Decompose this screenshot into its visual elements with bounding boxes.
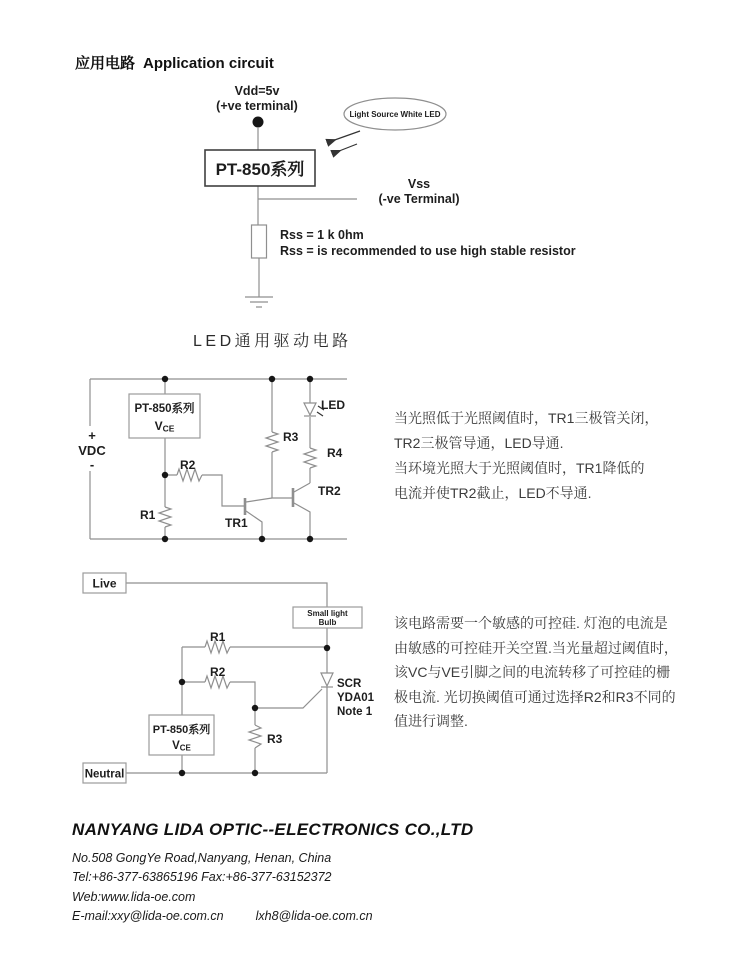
resistor-r4-symbol [304, 448, 316, 468]
chip3-ce-sub: CE [179, 743, 191, 753]
rss-value-label: Rss = 1 k 0hm [280, 228, 364, 242]
ground-icon [245, 297, 273, 307]
resistor-r3-symbol-3 [249, 725, 261, 748]
r3-label-3: R3 [267, 732, 283, 746]
vdc-minus-label: - [89, 457, 95, 472]
vss-label: Vss [407, 177, 431, 191]
page-title-zh: 应用电路 [75, 55, 136, 72]
vdd-label: Vdd=5v [234, 84, 280, 98]
description-line: 该电路需要一个敏感的可控硅. 灯泡的电流是 [394, 615, 668, 631]
description-line: TR2三极管导通，LED导通. [394, 435, 564, 451]
vdd-terminal-label: (+ve terminal) [216, 99, 298, 113]
company-email-2: lxh8@lida-oe.com.cn [255, 908, 373, 923]
company-telfax: Tel:+86-377-63865196 Fax:+86-377-63152372 [72, 870, 332, 885]
chip2-v: V [154, 419, 163, 433]
application-circuit-diagram [0, 75, 576, 320]
r1-label-3: R1 [210, 630, 226, 644]
company-email-1: E-mail:xxy@lida-oe.com.cn [72, 908, 224, 923]
chip2-line1: PT-850系列 [134, 403, 195, 415]
company-name: NANYANG LIDA OPTIC--ELECTRONICS CO.,LTD [72, 820, 474, 839]
resistor-r3-symbol [266, 432, 278, 452]
chip2-ce-sub: CE [162, 423, 175, 434]
resistor-rss-symbol [252, 225, 267, 258]
scr-label: SCR [337, 678, 362, 690]
led-label: LED [321, 398, 345, 412]
chip3-v: V [172, 740, 180, 752]
description-line: 当环境光照大于光照阈值时，TR1降低的 [394, 460, 645, 476]
description-line: 当光照低于光照阈值时，TR1三极管关闭， [394, 410, 659, 426]
scr-symbol [321, 673, 333, 687]
scr-circuit-diagram [75, 565, 395, 795]
vdc-label: VDC [78, 443, 106, 458]
description-line: 电流并使TR2截止，LED不导通. [394, 485, 592, 501]
page-title-en: Application circuit [143, 55, 274, 72]
r1-label: R1 [140, 508, 156, 522]
positive-terminal-dot [253, 117, 264, 128]
company-footer [72, 820, 473, 926]
vdc-plus-label: + [88, 428, 96, 443]
resistor-r1-symbol [159, 507, 171, 527]
chip3-line1: PT-850系列 [152, 724, 211, 736]
r2-label: R2 [180, 458, 196, 472]
description-line: 极电流. 光切换阈值可通过选择R2和R3不同的 [394, 688, 676, 705]
r4-label: R4 [327, 446, 343, 460]
r3-label: R3 [283, 430, 299, 444]
tr2-label: TR2 [318, 484, 341, 498]
scr-circuit-description [394, 611, 704, 734]
pt850-chip-label: PT-850系列 [215, 160, 305, 179]
light-source-label: Light Source White LED [349, 110, 441, 119]
bulb-label-line2: Bulb [318, 618, 337, 627]
vss-terminal-label: (-ve Terminal) [378, 192, 460, 206]
neutral-label: Neutral [84, 768, 125, 781]
tr1-label: TR1 [225, 516, 248, 530]
r2-label-3: R2 [210, 665, 226, 679]
company-details [72, 849, 473, 926]
light-arrows-icon [329, 131, 360, 153]
scr-note-label: Note 1 [337, 706, 373, 718]
bulb-label-line1: Small light [307, 609, 348, 618]
description-line: 该VC与VE引脚之间的电流转移了可控硅的栅 [394, 664, 671, 680]
description-line: 由敏感的可控硅开关空置.当光量超过阈值时， [394, 639, 678, 656]
page-title [75, 52, 274, 73]
company-email-line [72, 907, 473, 926]
drive-circuit-description [394, 406, 704, 506]
rss-note-label: Rss = is recommended to use high stable resistor [280, 244, 576, 258]
led-drive-circuit-diagram [75, 370, 385, 555]
company-address: No.508 GongYe Road,Nanyang, Henan, China [72, 851, 332, 865]
scr-model-label: YDA01 [337, 692, 375, 704]
live-label: Live [92, 576, 117, 591]
description-line: 值进行调整. [394, 713, 468, 729]
company-website: Web:www.lida-oe.com [72, 889, 196, 904]
drive-circuit-title: LED通用驱动电路 [193, 333, 352, 350]
